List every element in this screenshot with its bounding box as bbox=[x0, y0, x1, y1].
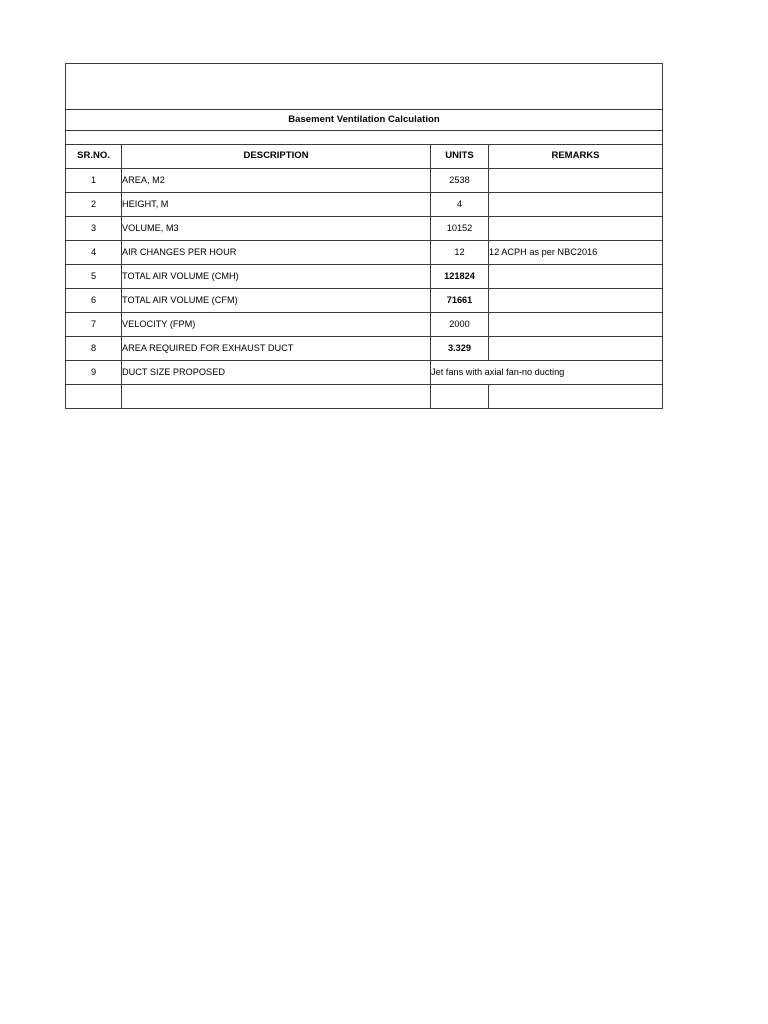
cell-remarks bbox=[489, 217, 663, 241]
table-header-row bbox=[66, 145, 663, 169]
cell-units: 2000 bbox=[431, 313, 489, 337]
cell-units: 10152 bbox=[431, 217, 489, 241]
cell-remarks bbox=[489, 265, 663, 289]
blank-cell-description bbox=[122, 385, 431, 409]
spacer-cell bbox=[66, 131, 663, 145]
cell-description: TOTAL AIR VOLUME (CFM) bbox=[122, 289, 431, 313]
column-header-remarks: REMARKS bbox=[489, 145, 663, 169]
cell-units: 121824 bbox=[431, 265, 489, 289]
cell-description: TOTAL AIR VOLUME (CMH) bbox=[122, 265, 431, 289]
table-row-blank-bottom bbox=[66, 385, 663, 409]
column-header-description: DESCRIPTION bbox=[122, 145, 431, 169]
table-row bbox=[66, 313, 663, 337]
blank-cell-units bbox=[431, 385, 489, 409]
blank-cell-remarks bbox=[489, 385, 663, 409]
table-row-blank-top bbox=[66, 64, 663, 110]
cell-sr-no: 3 bbox=[66, 217, 122, 241]
cell-remarks bbox=[489, 193, 663, 217]
blank-cell-sr-no bbox=[66, 385, 122, 409]
ventilation-calculation-table bbox=[65, 63, 663, 409]
cell-units: 71661 bbox=[431, 289, 489, 313]
cell-description: VOLUME, M3 bbox=[122, 217, 431, 241]
cell-description: VELOCITY (FPM) bbox=[122, 313, 431, 337]
table-row bbox=[66, 265, 663, 289]
cell-sr-no: 9 bbox=[66, 361, 122, 385]
cell-units: 4 bbox=[431, 193, 489, 217]
table-row bbox=[66, 289, 663, 313]
column-header-units: UNITS bbox=[431, 145, 489, 169]
cell-remarks bbox=[489, 169, 663, 193]
cell-duct-size-proposed: Jet fans with axial fan-no ducting bbox=[431, 361, 663, 385]
cell-units: 12 bbox=[431, 241, 489, 265]
page-title: Basement Ventilation Calculation bbox=[66, 110, 663, 131]
table-row bbox=[66, 361, 663, 385]
cell-sr-no: 4 bbox=[66, 241, 122, 265]
cell-remarks bbox=[489, 289, 663, 313]
cell-sr-no: 7 bbox=[66, 313, 122, 337]
table-row bbox=[66, 193, 663, 217]
table-row-spacer bbox=[66, 131, 663, 145]
table-row bbox=[66, 169, 663, 193]
column-header-sr-no: SR.NO. bbox=[66, 145, 122, 169]
cell-remarks bbox=[489, 313, 663, 337]
cell-description: AREA, M2 bbox=[122, 169, 431, 193]
cell-sr-no: 5 bbox=[66, 265, 122, 289]
table-row bbox=[66, 217, 663, 241]
cell-sr-no: 1 bbox=[66, 169, 122, 193]
cell-sr-no: 6 bbox=[66, 289, 122, 313]
cell-units: 3.329 bbox=[431, 337, 489, 361]
cell-description: HEIGHT, M bbox=[122, 193, 431, 217]
table-row-title bbox=[66, 110, 663, 131]
cell-description: AREA REQUIRED FOR EXHAUST DUCT bbox=[122, 337, 431, 361]
cell-sr-no: 2 bbox=[66, 193, 122, 217]
cell-units: 2538 bbox=[431, 169, 489, 193]
table-row bbox=[66, 337, 663, 361]
cell-remarks bbox=[489, 337, 663, 361]
cell-description: AIR CHANGES PER HOUR bbox=[122, 241, 431, 265]
cell-description: DUCT SIZE PROPOSED bbox=[122, 361, 431, 385]
table-row bbox=[66, 241, 663, 265]
spreadsheet-sheet bbox=[65, 63, 662, 409]
blank-top-cell bbox=[66, 64, 663, 110]
cell-remarks: 12 ACPH as per NBC2016 bbox=[489, 241, 663, 265]
cell-sr-no: 8 bbox=[66, 337, 122, 361]
